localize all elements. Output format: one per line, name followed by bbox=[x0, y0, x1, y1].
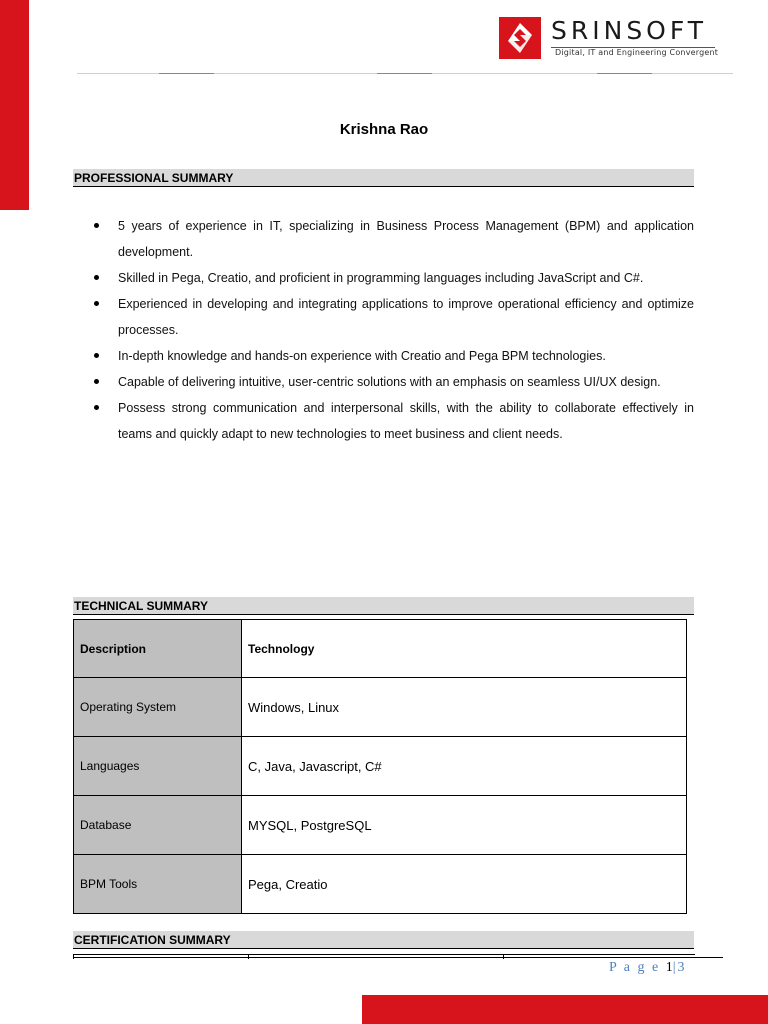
bullet-icon bbox=[94, 301, 99, 306]
table-row bbox=[74, 855, 687, 914]
professional-summary-heading: PROFESSIONAL SUMMARY bbox=[73, 169, 694, 187]
table-row bbox=[74, 796, 687, 855]
header-divider-tick bbox=[377, 73, 432, 74]
bullet-text: Skilled in Pega, Creatio, and proficient in programming languages including JavaScript and C#. bbox=[118, 271, 644, 285]
table-header-cell: Technology bbox=[242, 620, 687, 678]
bullet-icon bbox=[94, 223, 99, 228]
left-accent-bar bbox=[0, 0, 29, 210]
table-cell-technology: Windows, Linux bbox=[242, 678, 687, 737]
certification-table-top-border bbox=[73, 957, 723, 958]
bottom-accent-bar bbox=[362, 995, 768, 1024]
certification-table-col-border bbox=[73, 955, 74, 959]
list-item bbox=[94, 213, 694, 265]
header-divider-tick bbox=[159, 73, 214, 74]
bullet-icon bbox=[94, 379, 99, 384]
total-pages: 3 bbox=[677, 960, 687, 975]
bullet-text: 5 years of experience in IT, specializing in Business Process Management (BPM) and application development. bbox=[118, 219, 694, 259]
table-header-row bbox=[74, 620, 687, 678]
list-item bbox=[94, 291, 694, 343]
table-cell-description: Operating System bbox=[74, 678, 242, 737]
list-item bbox=[94, 343, 694, 369]
technical-summary-table bbox=[73, 619, 687, 914]
logo-tagline: Digital, IT and Engineering Convergent bbox=[555, 48, 719, 57]
header-divider-tick bbox=[597, 73, 652, 74]
table-cell-description: BPM Tools bbox=[74, 855, 242, 914]
certification-divider bbox=[73, 954, 695, 955]
bullet-text: Experienced in developing and integrating applications to improve operational efficiency and optimize processes. bbox=[118, 297, 694, 337]
bullet-icon bbox=[94, 405, 99, 410]
page-separator: | bbox=[672, 960, 678, 975]
table-cell-technology: MYSQL, PostgreSQL bbox=[242, 796, 687, 855]
company-logo bbox=[499, 17, 719, 59]
list-item bbox=[94, 265, 694, 291]
certification-table-col-border bbox=[503, 955, 504, 959]
page-number bbox=[609, 960, 687, 976]
certification-summary-heading: CERTIFICATION SUMMARY bbox=[73, 931, 694, 949]
bullet-icon bbox=[94, 353, 99, 358]
professional-summary-list bbox=[94, 213, 694, 447]
srinsoft-logo-mark-icon bbox=[499, 17, 541, 59]
current-page: 1 bbox=[665, 960, 673, 975]
bullet-text: Possess strong communication and interpersonal skills, with the ability to collaborate effectively in teams and quickly adapt to new technologies to meet business and client needs. bbox=[118, 401, 694, 441]
technical-summary-heading: TECHNICAL SUMMARY bbox=[73, 597, 694, 615]
table-row bbox=[74, 737, 687, 796]
bullet-icon bbox=[94, 275, 99, 280]
list-item bbox=[94, 395, 694, 447]
list-item bbox=[94, 369, 694, 395]
table-cell-description: Database bbox=[74, 796, 242, 855]
bullet-text: Capable of delivering intuitive, user-centric solutions with an emphasis on seamless UI/UX design. bbox=[118, 375, 661, 389]
table-cell-description: Languages bbox=[74, 737, 242, 796]
candidate-name: Krishna Rao bbox=[339, 121, 429, 138]
table-header-cell: Description bbox=[74, 620, 242, 678]
bullet-text: In-depth knowledge and hands-on experience with Creatio and Pega BPM technologies. bbox=[118, 349, 606, 363]
page-label: P a g e bbox=[609, 960, 661, 975]
table-cell-technology: C, Java, Javascript, C# bbox=[242, 737, 687, 796]
table-row bbox=[74, 678, 687, 737]
table-cell-technology: Pega, Creatio bbox=[242, 855, 687, 914]
logo-name: SRINSOFT bbox=[551, 16, 708, 45]
certification-table-col-border bbox=[248, 955, 249, 959]
